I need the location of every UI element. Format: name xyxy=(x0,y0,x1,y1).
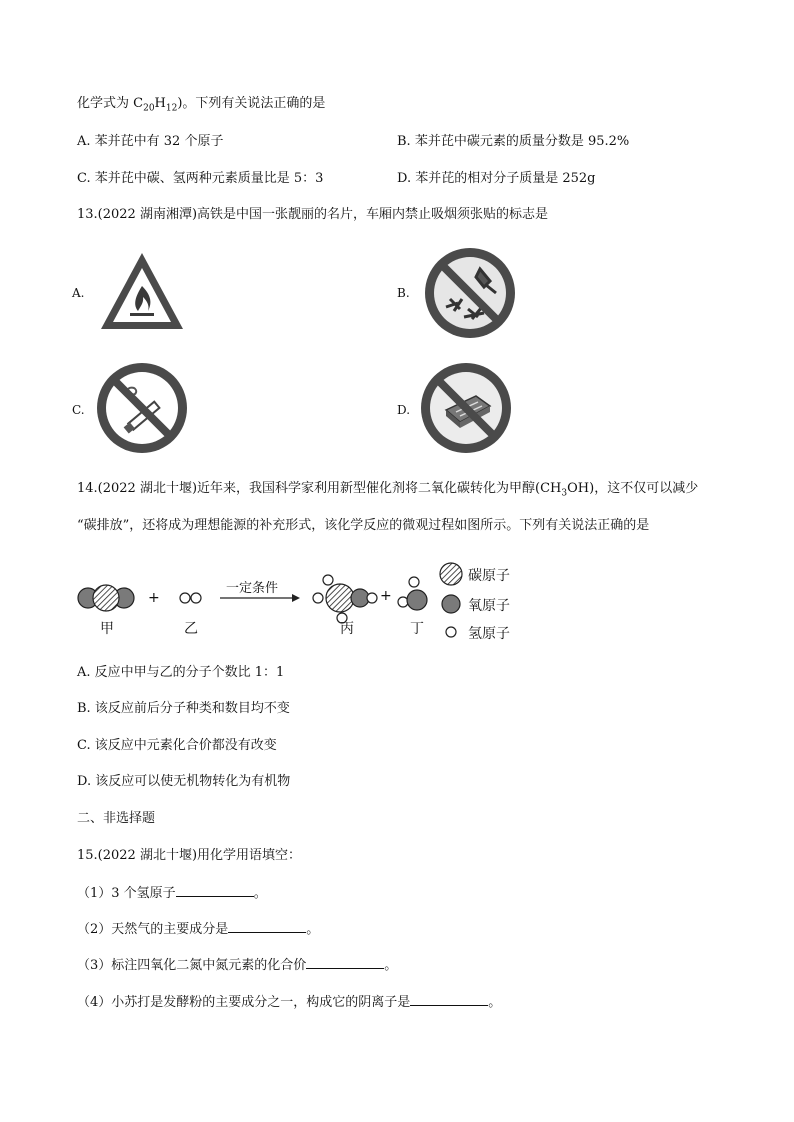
legend-oxygen-swatch xyxy=(442,595,460,613)
q14-option-d: D. 该反应可以使无机物转化为有机物 xyxy=(77,774,291,789)
q14-stem-line1-pre: 14.(2022 湖北十堰)近年来，我国科学家利用新型催化剂将二氧化碳转化为甲醇(CH xyxy=(77,481,562,496)
q12-option-d: D. 苯并芘的相对分子质量是 252g xyxy=(397,171,596,186)
q14-stem-line1-post: OH)，这不仅可以减少 xyxy=(567,481,699,496)
molecule-ding xyxy=(398,577,427,610)
molecule-jia xyxy=(78,585,134,611)
q13-label-b: B. xyxy=(397,286,410,300)
q15-item-1-text: （1）3 个氢原子 xyxy=(77,886,176,901)
q15-item-2-end: 。 xyxy=(306,922,320,937)
label-yi: 乙 xyxy=(184,621,198,637)
molecule-yi xyxy=(180,593,201,603)
reaction-molecules xyxy=(70,560,530,650)
q15-item-1-blank[interactable] xyxy=(176,884,254,897)
q12-stem-mid: H xyxy=(154,96,166,111)
q15-item-2 xyxy=(77,920,319,939)
molecule-bing xyxy=(313,575,377,623)
q15-item-4 xyxy=(77,993,501,1012)
legend-hydrogen: 氢原子 xyxy=(468,626,510,642)
q15-item-4-text: （4）小苏打是发酵粉的主要成分之一，构成它的阴离子是 xyxy=(77,995,411,1010)
q14-option-c: C. 该反应中元素化合价都没有改变 xyxy=(77,738,277,753)
q12-option-b: B. 苯并芘中碳元素的质量分数是 95.2% xyxy=(397,134,630,149)
legend-hydrogen-swatch xyxy=(446,627,456,637)
reaction-condition: 一定条件 xyxy=(226,581,279,596)
q14-stem-line2: “碳排放”，还将成为理想能源的补充形式，该化学反应的微观过程如图所示。下列有关说法正确的是 xyxy=(77,518,650,533)
reaction-diagram xyxy=(70,560,530,650)
flammable-warning-icon xyxy=(98,250,186,332)
q12-stem-post: )。下列有关说法正确的是 xyxy=(177,96,326,111)
q12-stem-sub2: 12 xyxy=(165,103,178,114)
q14-option-b: B. 该反应前后分子种类和数目均不变 xyxy=(77,701,290,716)
reaction-arrow-head xyxy=(292,594,300,602)
no-matches-icon xyxy=(420,362,512,454)
legend-carbon-swatch xyxy=(440,563,462,585)
section-heading: 二、非选择题 xyxy=(77,811,156,826)
legend-oxygen: 氧原子 xyxy=(468,598,510,614)
q15-item-1 xyxy=(77,884,267,903)
plus-sign-2: + xyxy=(380,588,392,604)
q15-item-3-end: 。 xyxy=(384,958,398,973)
q14-stem-line1 xyxy=(77,480,698,503)
q15-item-4-blank[interactable] xyxy=(410,993,488,1006)
no-fireworks-icon xyxy=(424,247,516,339)
q12-stem xyxy=(77,95,325,118)
q13-label-a: A. xyxy=(72,286,85,300)
q12-option-c: C. 苯并芘中碳、氢两种元素质量比是 5：3 xyxy=(77,171,324,186)
q14-stem-line1-sub: 3 xyxy=(561,488,568,499)
q15-item-3-text: （3）标注四氧化二氮中氮元素的化合价 xyxy=(77,958,307,973)
plus-sign-1: + xyxy=(148,590,160,606)
label-jia: 甲 xyxy=(100,621,114,637)
q13-label-d: D. xyxy=(397,403,411,417)
q12-option-a: A. 苯并芘中有 32 个原子 xyxy=(77,134,224,149)
q12-stem-sub1: 20 xyxy=(143,103,155,114)
q13-label-c: C. xyxy=(72,403,85,417)
q15-item-2-text: （2）天然气的主要成分是 xyxy=(77,922,229,937)
q15-item-2-blank[interactable] xyxy=(228,920,306,933)
q15-item-3-blank[interactable] xyxy=(306,956,384,969)
q15-item-1-end: 。 xyxy=(253,886,267,901)
q15-item-4-end: 。 xyxy=(488,995,502,1010)
q12-stem-pre: 化学式为 C xyxy=(77,96,144,111)
no-smoking-icon xyxy=(96,362,188,454)
legend-carbon: 碳原子 xyxy=(468,568,510,584)
q14-option-a: A. 反应中甲与乙的分子个数比 1：1 xyxy=(77,665,285,680)
q13-stem: 13.(2022 湖南湘潭)高铁是中国一张靓丽的名片，车厢内禁止吸烟须张贴的标志是 xyxy=(77,207,549,222)
q15-item-3 xyxy=(77,956,397,975)
label-ding: 丁 xyxy=(410,621,424,637)
q15-stem: 15.(2022 湖北十堰)用化学用语填空： xyxy=(77,848,302,863)
label-bing: 丙 xyxy=(340,621,354,637)
